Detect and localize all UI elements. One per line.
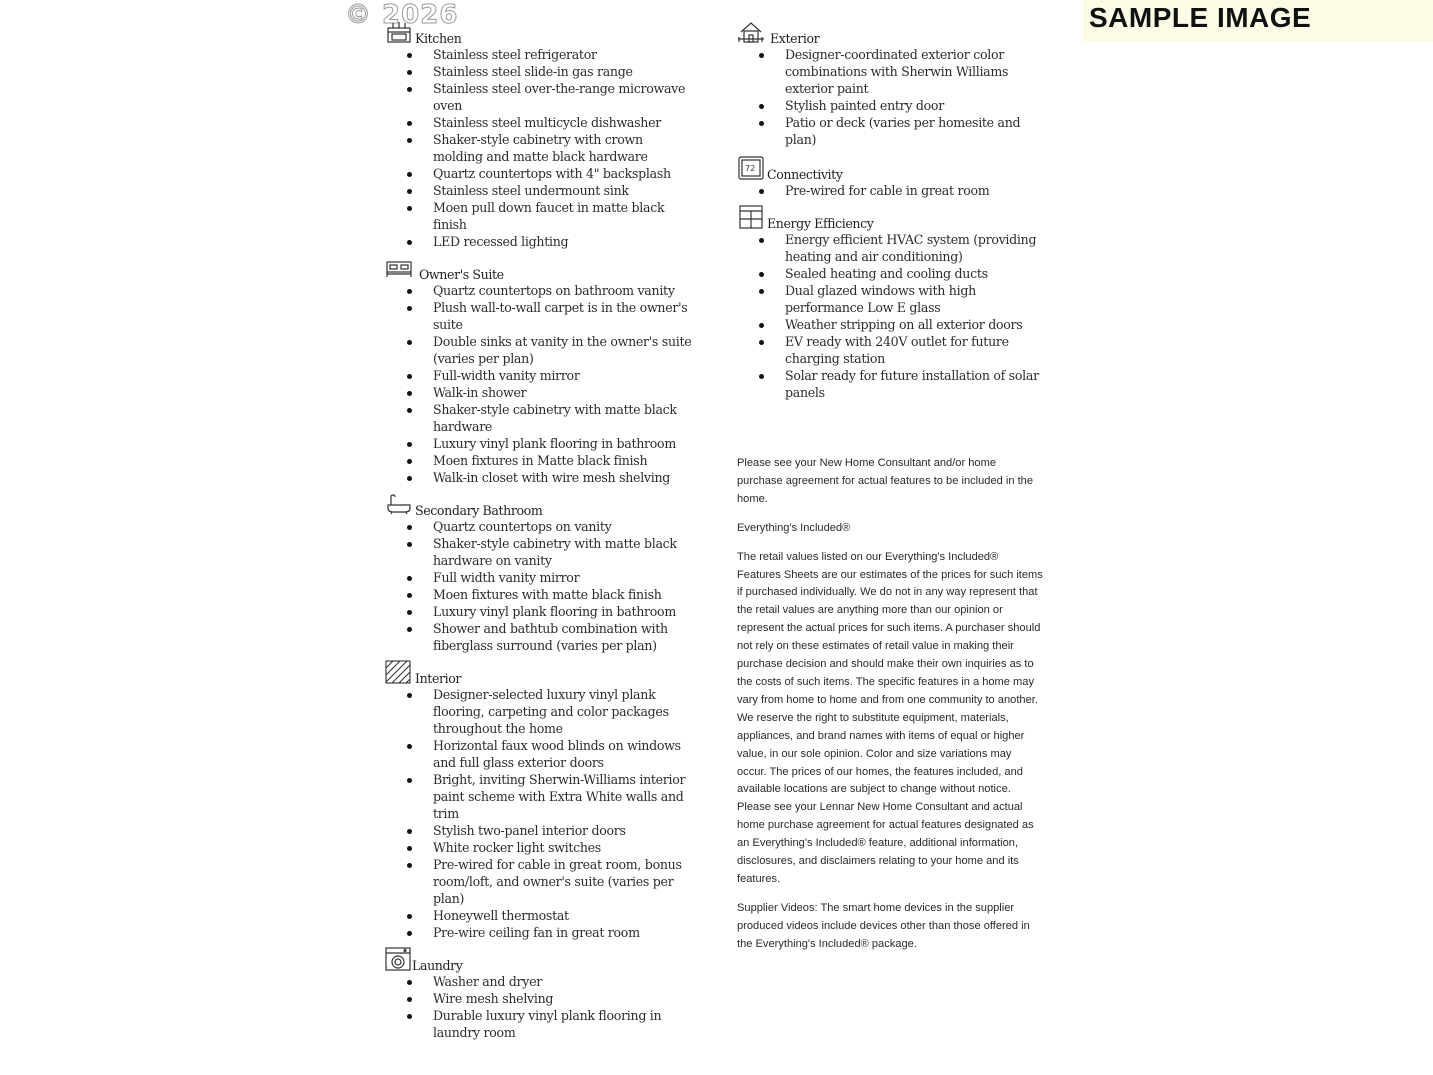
section-exterior [737, 18, 1047, 148]
svg-text:72: 72 [745, 164, 756, 173]
section-header [737, 152, 1047, 182]
list-item: Moen fixtures with matte black finish [433, 586, 695, 603]
section-header [385, 658, 695, 686]
disclaimer-paragraph: Please see your New Home Consultant and/or home purchase agreement for actual features to be included in the home. [737, 457, 1034, 505]
list-item: Shower and bathtub combination with fiberglass surround (varies per plan) [433, 620, 695, 654]
list-item: Weather stripping on all exterior doors [785, 316, 1047, 333]
list-item: Stylish painted entry door [785, 97, 1047, 114]
list-item: Dual glazed windows with high performance Low E glass [785, 282, 1047, 316]
section-header [385, 945, 695, 973]
section-secondary-bathroom [385, 490, 695, 654]
feature-list [737, 46, 1047, 148]
list-item: Stainless steel slide-in gas range [433, 63, 695, 80]
feature-list [385, 282, 695, 486]
list-item: Shaker-style cabinetry with crown molding and matte black hardware [433, 131, 695, 165]
list-item: White rocker light switches [433, 839, 695, 856]
list-item: Plush wall-to-wall carpet is in the owner's suite [433, 299, 695, 333]
list-item: Solar ready for future installation of solar panels [785, 367, 1047, 401]
list-item: Shaker-style cabinetry with matte black hardware on vanity [433, 535, 695, 569]
disclaimer-paragraph: Supplier Videos: The smart home devices in the supplier produced videos include devices other than those offered in the Everything's Included® package. [737, 901, 1030, 950]
list-item: Durable luxury vinyl plank flooring in laundry room [433, 1007, 695, 1041]
right-column [737, 18, 1047, 405]
copyright-watermark: © 2026 [345, 0, 459, 30]
section-header [385, 18, 695, 46]
list-item: Pre-wire ceiling fan in great room [433, 924, 695, 941]
list-item: Walk-in shower [433, 384, 695, 401]
list-item: Moen pull down faucet in matte black finish [433, 199, 695, 233]
section-title: Interior [415, 671, 462, 686]
list-item: Double sinks at vanity in the owner's suite (varies per plan) [433, 333, 695, 367]
disclaimer-heading: Everything's Included® [737, 521, 851, 534]
list-item: Luxury vinyl plank flooring in bathroom [433, 435, 695, 452]
left-column [385, 18, 695, 1045]
list-item: Pre-wired for cable in great room [785, 182, 1047, 199]
list-item: Pre-wired for cable in great room, bonus room/loft, and owner's suite (varies per plan) [433, 856, 695, 907]
flooring-icon [385, 660, 413, 684]
section-energy-efficiency [737, 203, 1047, 401]
section-title: Connectivity [767, 167, 843, 182]
list-item: Full-width vanity mirror [433, 367, 695, 384]
list-item: Energy efficient HVAC system (providing heating and air conditioning) [785, 231, 1047, 265]
bathtub-icon [385, 492, 413, 516]
section-header [737, 18, 1047, 46]
washer-icon [385, 947, 413, 971]
section-owners-suite [385, 254, 695, 486]
sample-image-label: SAMPLE IMAGE [1089, 2, 1312, 33]
section-header [385, 254, 695, 282]
sample-image-banner [1083, 0, 1433, 42]
list-item: EV ready with 240V outlet for future charging station [785, 333, 1047, 367]
window-icon [737, 205, 765, 229]
list-item: Stylish two-panel interior doors [433, 822, 695, 839]
list-item: Moen fixtures in Matte black finish [433, 452, 695, 469]
section-kitchen [385, 18, 695, 250]
list-item: Patio or deck (varies per homesite and plan) [785, 114, 1047, 148]
section-connectivity [737, 152, 1047, 199]
list-item: Stainless steel refrigerator [433, 46, 695, 63]
list-item: Shaker-style cabinetry with matte black hardware [433, 401, 695, 435]
list-item: Quartz countertops on bathroom vanity [433, 282, 695, 299]
section-interior [385, 658, 695, 941]
list-item: Bright, inviting Sherwin-Williams interior paint scheme with Extra White walls and trim [433, 771, 695, 822]
section-title: Owner's Suite [419, 267, 504, 282]
section-laundry [385, 945, 695, 1041]
list-item: Stainless steel multicycle dishwasher [433, 114, 695, 131]
feature-list [737, 182, 1047, 199]
section-header [737, 203, 1047, 231]
section-title: Laundry [412, 958, 463, 973]
list-item: Quartz countertops with 4" backsplash [433, 165, 695, 182]
section-title: Energy Efficiency [767, 216, 874, 231]
list-item: LED recessed lighting [433, 233, 695, 250]
list-item: Sealed heating and cooling ducts [785, 265, 1047, 282]
feature-list [737, 231, 1047, 401]
thermostat-icon [737, 156, 765, 180]
list-item: Designer-selected luxury vinyl plank flooring, carpeting and color packages throughout the home [433, 686, 695, 737]
feature-list [385, 46, 695, 250]
list-item: Honeywell thermostat [433, 907, 695, 924]
list-item: Wire mesh shelving [433, 990, 695, 1007]
disclaimer-block [737, 455, 1043, 965]
kitchen-icon [385, 20, 413, 44]
list-item: Full width vanity mirror [433, 569, 695, 586]
list-item: Designer-coordinated exterior color combinations with Sherwin Williams exterior paint [785, 46, 1047, 97]
section-title: Exterior [770, 31, 820, 46]
list-item: Luxury vinyl plank flooring in bathroom [433, 603, 695, 620]
house-icon [737, 20, 765, 44]
section-title: Kitchen [415, 31, 462, 46]
list-item: Quartz countertops on vanity [433, 518, 695, 535]
list-item: Stainless steel undermount sink [433, 182, 695, 199]
disclaimer-paragraph: The retail values listed on our Everything's Included® Features Sheets are our estimates of the prices for such items if purchased individually. We do not in any way represent that the retail values are anything more than our opinion or represent the actual prices for such items. A purchaser should not rely on these estimates of retail value in making their purchase decision and should make their own inquiries as to the costs of such items. The specific features in a home may vary from home to home and from one community to another. We reserve the right to substitute equipment, materials, appliances, and brand names with items of equal or higher value, in our sole opinion. Color and size variations may occur. The prices of our homes, the features included, and available locations are subject to change without notice. Please see your Lennar New Home Consultant and actual home purchase agreement for actual features designated as an Everything's Included® feature, additional information, disclosures, and disclaimers relating to your home and its features. [737, 550, 1043, 885]
feature-list [385, 973, 695, 1041]
list-item: Washer and dryer [433, 973, 695, 990]
list-item: Walk-in closet with wire mesh shelving [433, 469, 695, 486]
feature-list [385, 686, 695, 941]
list-item: Horizontal faux wood blinds on windows and full glass exterior doors [433, 737, 695, 771]
feature-list [385, 518, 695, 654]
section-title: Secondary Bathroom [415, 503, 543, 518]
list-item: Stainless steel over-the-range microwave oven [433, 80, 695, 114]
bed-icon [385, 256, 413, 280]
section-header [385, 490, 695, 518]
